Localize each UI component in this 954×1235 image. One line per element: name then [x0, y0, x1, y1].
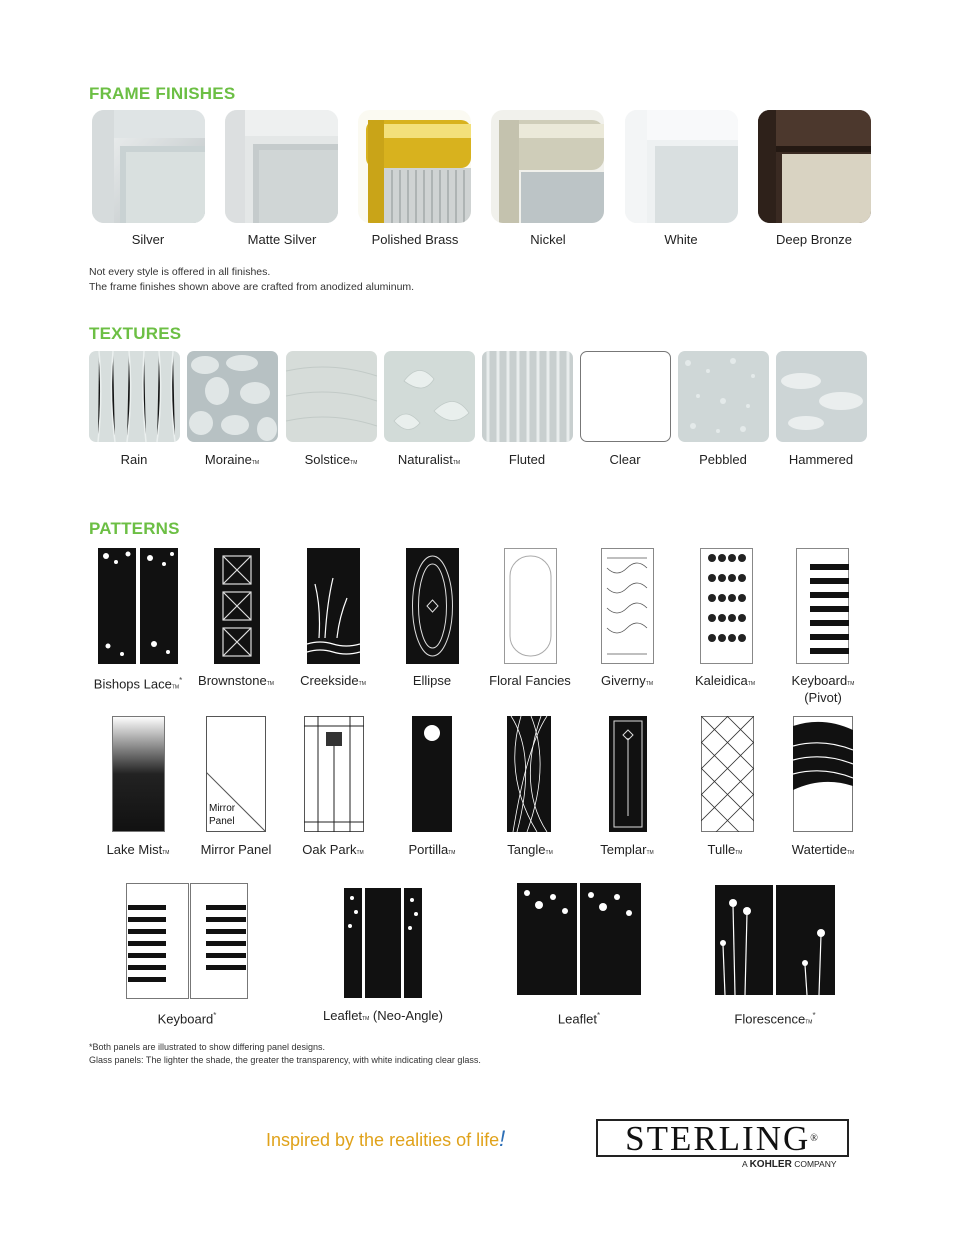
pattern-label-lake-mist: Lake MistTM	[106, 842, 170, 857]
hammered-texture-swatch	[776, 351, 867, 442]
pattern-label-oak-park: Oak ParkTM	[302, 842, 364, 857]
pattern-label-keyboard-pivot: KeyboardTM (Pivot)	[791, 673, 855, 705]
texture-label-rain: Rain	[120, 452, 148, 467]
kohler-company-text: A KOHLER COMPANY	[742, 1159, 837, 1170]
mirror-panel-pattern	[206, 716, 266, 832]
moraine-texture-swatch	[187, 351, 278, 442]
templar-pattern	[609, 716, 647, 832]
footnote-both-panels: *Both panels are illustrated to show differing panel designs.	[89, 1042, 325, 1052]
keyboard-pattern	[126, 883, 248, 999]
pattern-label-portilla: PortillaTM	[408, 842, 456, 857]
mirror-panel-text: Mirror Panel	[209, 803, 236, 827]
leaflet-neo-angle-pattern	[344, 888, 422, 998]
nickel-finish-swatch	[491, 110, 604, 223]
brownstone-pattern	[214, 548, 260, 664]
pattern-label-kaleidica: KaleidicaTM	[695, 673, 755, 688]
oak-park-pattern	[304, 716, 364, 832]
watertide-pattern	[793, 716, 853, 832]
kaleidica-pattern	[700, 548, 753, 664]
giverny-pattern	[601, 548, 654, 664]
finish-label-silver: Silver	[131, 232, 165, 247]
finish-note-availability: Not every style is offered in all finishes.	[89, 266, 271, 278]
pattern-label-tangle: TangleTM	[507, 842, 553, 857]
pattern-label-leaflet: Leaflet*	[557, 1011, 601, 1027]
pattern-label-florescence: FlorescenceTM*	[734, 1011, 816, 1027]
fluted-texture-swatch	[482, 351, 573, 442]
pattern-label-tulle: TulleTM	[707, 842, 743, 857]
portilla-pattern	[412, 716, 452, 832]
pattern-label-creekside: CreeksideTM	[300, 673, 366, 688]
finish-label-matte-silver: Matte Silver	[247, 232, 317, 247]
pebbled-texture-swatch	[678, 351, 769, 442]
pattern-label-keyboard: Keyboard*	[157, 1011, 217, 1027]
ellipse-pattern	[406, 548, 459, 664]
silver-finish-swatch	[92, 110, 205, 223]
finish-label-polished-brass: Polished Brass	[371, 232, 459, 247]
solstice-texture-swatch	[286, 351, 377, 442]
clear-texture-swatch	[580, 351, 671, 442]
floral-fancies-pattern	[504, 548, 557, 664]
texture-label-hammered: Hammered	[788, 452, 854, 467]
pattern-label-leaflet-neo-angle: LeafletTM (Neo-Angle)	[323, 1008, 443, 1023]
texture-label-moraine: MoraineTM	[204, 452, 260, 467]
tulle-pattern	[701, 716, 754, 832]
naturalist-texture-swatch	[384, 351, 475, 442]
texture-label-naturalist: NaturalistTM	[397, 452, 461, 467]
footnote-glass-panels: Glass panels: The lighter the shade, the greater the transparency, with white indicating clear glass.	[89, 1055, 481, 1065]
texture-label-pebbled: Pebbled	[699, 452, 747, 467]
bishops-lace-pattern	[98, 548, 178, 664]
frame-finishes-heading: FRAME FINISHES	[89, 84, 236, 103]
finish-label-white: White	[664, 232, 698, 247]
polished-brass-finish-swatch	[358, 110, 471, 223]
texture-label-solstice: SolsticeTM	[304, 452, 358, 467]
keyboard-pivot-pattern	[796, 548, 849, 664]
tangle-pattern	[507, 716, 551, 832]
pattern-label-mirror-panel: Mirror Panel	[200, 842, 272, 857]
deep-bronze-finish-swatch	[758, 110, 871, 223]
patterns-heading: PATTERNS	[89, 519, 180, 538]
finish-label-nickel: Nickel	[530, 232, 566, 247]
finish-note-material: The frame finishes shown above are crafted from anodized aluminum.	[89, 281, 415, 293]
pattern-label-bishops-lace: Bishops LaceTM*	[93, 676, 183, 692]
texture-label-clear: Clear	[609, 452, 641, 467]
white-finish-swatch	[625, 110, 738, 223]
tagline: Inspired by the realities of life!	[266, 1126, 506, 1151]
pattern-label-brownstone: BrownstoneTM	[198, 673, 274, 688]
florescence-pattern	[715, 885, 835, 995]
sterling-logo: STERLING®	[596, 1119, 849, 1157]
pattern-label-templar: TemplarTM	[600, 842, 654, 857]
pattern-label-watertide: WatertideTM	[791, 842, 855, 857]
lake-mist-pattern	[112, 716, 165, 832]
rain-texture-swatch	[89, 351, 180, 442]
leaflet-pattern	[517, 883, 641, 995]
matte-silver-finish-swatch	[225, 110, 338, 223]
creekside-pattern	[307, 548, 360, 664]
pattern-label-ellipse: Ellipse	[412, 673, 452, 688]
texture-label-fluted: Fluted	[508, 452, 546, 467]
pattern-label-giverny: GivernyTM	[600, 673, 654, 688]
finish-label-deep-bronze: Deep Bronze	[776, 232, 852, 247]
pattern-label-floral-fancies: Floral Fancies	[489, 673, 571, 688]
textures-heading: TEXTURES	[89, 324, 182, 343]
